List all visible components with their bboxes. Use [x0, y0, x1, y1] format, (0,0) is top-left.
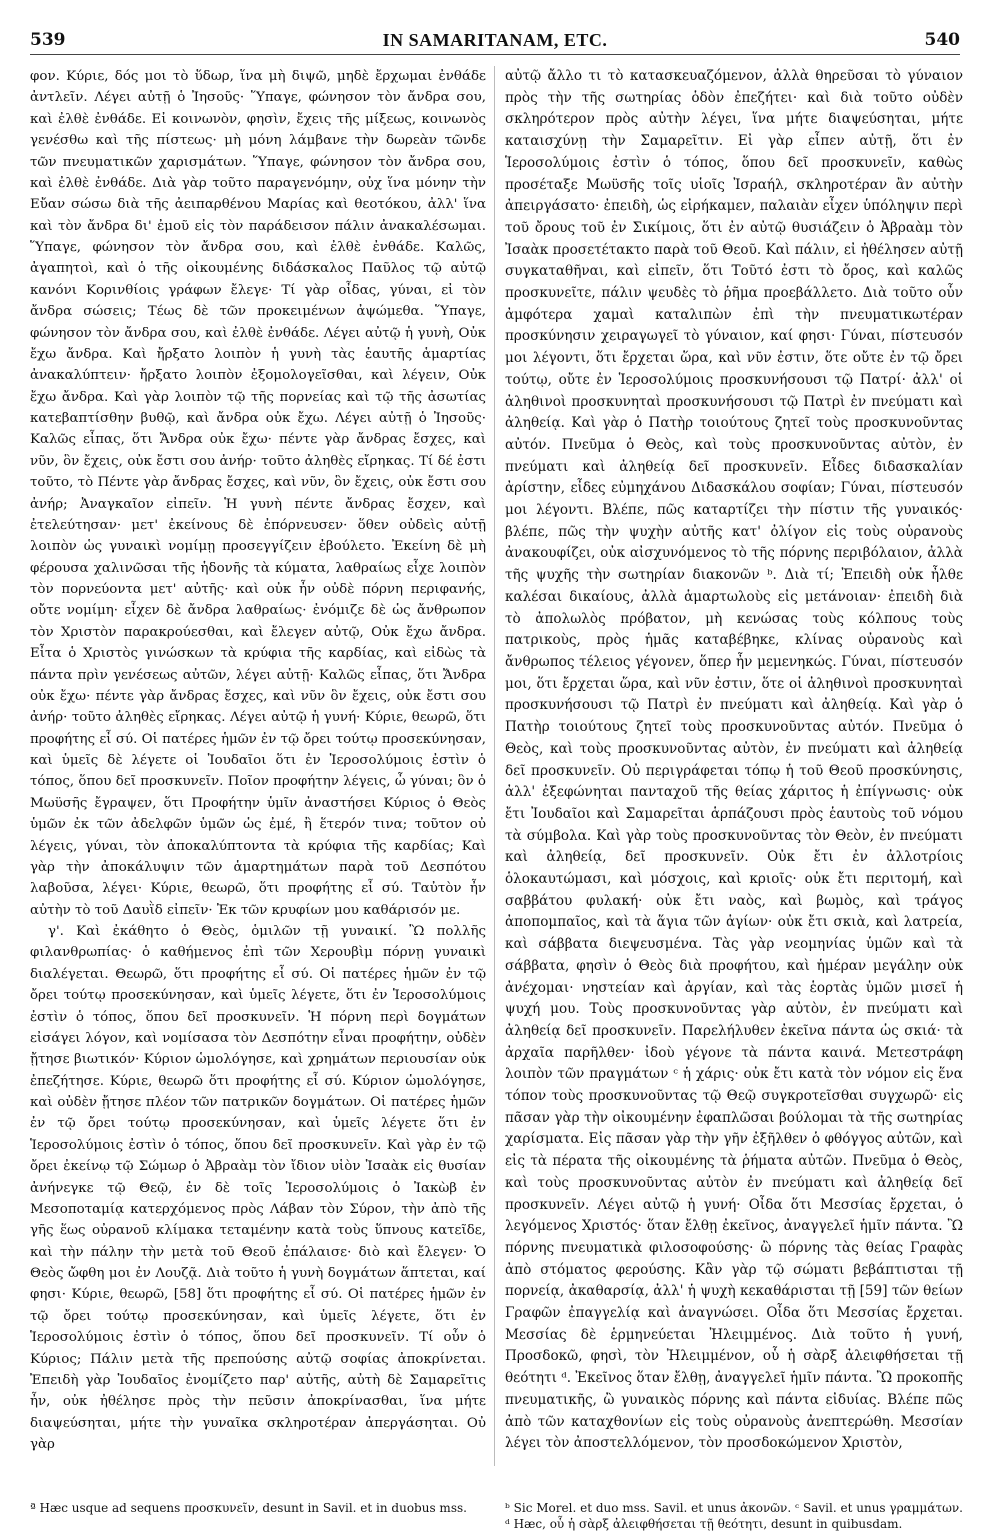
page-number-right: 540 — [924, 30, 960, 50]
running-header — [30, 30, 960, 55]
running-title: IN SAMARITANAM, ETC. — [382, 30, 608, 50]
left-paragraph: φον. Κύριε, δός μοι τὸ ὕδωρ, ἵνα μὴ διψῶ, μηδὲ ἔρχωμαι ἐνθάδε ἀντλεῖν. Λέγει αὐτῇ ὁ Ἰησοῦς· Ὕπαγε, φώνησον τὸν ἄνδρα σου, καὶ ἐλθὲ ἐνθάδε. Εἰ κοινωνὸν, φησὶν, ἔχεις τῆς μίξεως, κοινωνὸς γενέσθω καὶ τῆς πίστεως· μὴ μόνη λάμβανε τὴν δωρεὰν τῶνδε τῶν πνευματικῶν χαρισμάτων. Ὕπαγε, φώνησον τὸν ἄνδρα σου, καὶ ἐλθὲ ἐνθάδε. Διὰ γὰρ τοῦτο παραγενόμην, οὐχ ἵνα μόνην τὴν Εὔαν σώσω διὰ τῆς ἀειπαρθένου Μαρίας καὶ θεοτόκου, ἀλλ' ἵνα καὶ τὸν ἄνδρα δι' ἐμοῦ εἰς τὸν παράδεισον πάλιν ἀνακαλέσωμαι. Ὕπαγε, φώνησον τὸν ἄνδρα σου, καὶ ἐλθὲ ἐνθάδε. Καλῶς, ἀγαπητοὶ, καὶ ὁ τῆς οἰκουμένης διδάσκαλος Παῦλος τῷ αὐτῷ κανόνι Κορινθίοις γράφων ἔλεγε· Τί γὰρ οἶδας, γύναι, εἰ τὸν ἄνδρα σώσεις; Τέως δὲ τῶν προκειμένων ἀψώμεθα. Ὕπαγε, φώνησον τὸν ἄνδρα σου, καὶ ἐλθὲ ἐνθάδε. Λέγει αὐτῷ ἡ γυνὴ, Οὐκ ἔχω ἄνδρα. Καὶ ἤρξατο λοιπὸν ἡ γυνὴ τὰς ἑαυτῆς ἁμαρτίας ἀνακαλύπτειν· ἤρξατο λοιπὸν ἐξομολογεῖσθαι, καὶ λέγειν, Οὐκ ἔχω ἄνδρα. Καὶ γὰρ λοιπὸν τῷ τῆς πορνείας καὶ τῷ τῆς ἀσωτίας κατεβαπτίσθην βυθῷ, καὶ ἄνδρα οὐκ ἔχω. Λέγει αὐτῇ ὁ Ἰησοῦς· Καλῶς εἶπας, ὅτι Ἄνδρα οὐκ ἔχω· πέντε γὰρ ἄνδρας ἔσχες, καὶ νῦν, ὃν ἔχεις, οὐκ ἔστι σου ἀνήρ· τοῦτο ἀληθὲς εἴρηκας. Τί δέ ἐστι τοῦτο, τὸ Πέντε γὰρ ἄνδρας ἔσχες, καὶ νῦν, ὃν ἔχεις, οὐκ ἔστι σου ἀνήρ; Ἀναγκαῖον εἰπεῖν. Ἡ γυνὴ πέντε ἄνδρας ἔσχεν, καὶ ἐτελεύτησαν· μετ' ἐκείνους δὲ ἐπόρνευσεν· ὅθεν οὐδεὶς αὐτῇ λοιπὸν ὡς γυναικὶ νομίμῃ προσεγγίζειν ἐβούλετο. Ἐκείνη δὲ μὴ φέρουσα χαλινῶσαι τῆς ἡδονῆς τὰ κύματα, λαθραίως εἶχε λοιπὸν τὸν πορνεύοντα μετ' αὐτῆς· καὶ οὐκ ἦν οὐδὲ πόρνη περιφανής, οὔτε νομίμη· εἶχεν δὲ ἄνδρα λαθραίως· ἐνόμιζε δὲ ὡς ἄνθρωπον τὸν Χριστὸν παρακρούεσθαι, καὶ ἔλεγεν αὐτῷ, Οὐκ ἔχω ἄνδρα. Εἶτα ὁ Χριστὸς γινώσκων τὰ κρύφια τῆς καρδίας, καὶ εἰδὼς τὰ πάντα πρὶν γενέσεως αὐτῶν, λέγει αὐτῇ· Καλῶς εἶπας, ὅτι Ἄνδρα οὐκ ἔχω· πέντε γὰρ ἄνδρας ἔσχες, καὶ νῦν ὃν ἔχεις, οὐκ ἔστι σου ἀνήρ· τοῦτο ἀληθὲς εἴρηκας. Λέγει αὐτῷ ἡ γυνή· Κύριε, θεωρῶ, ὅτι προφήτης εἶ σύ. Οἱ πατέρες ἡμῶν ἐν τῷ ὄρει τούτῳ προσεκύνησαν, καὶ ὑμεῖς δὲ λέγετε οἱ Ἰουδαῖοι ὅτι ἐν Ἱεροσολύμοις ἐστὶν ὁ τόπος, ὅπου δεῖ προσκυνεῖν. Ποῖον προφήτην λέγεις, ὦ γύναι; ὃν ὁ Μωϋσῆς ἔγραψεν, ὅτι Προφήτην ὑμῖν ἀναστήσει Κύριος ὁ Θεὸς ὑμῶν ἐκ τῶν ἀδελφῶν ὑμῶν ὡς ἐμέ, ἢ ἕτερόν τινα; τοῦτον οὐ λέγεις, γύναι, τὸν ἀποκαλύπτοντα τὰ κρύφια τῆς καρδίας; Καὶ γὰρ τὴν ἀποκάλυψιν τῶν ἁμαρτημάτων παρὰ τοῦ Δεσπότου λαβοῦσα, λέγει· Κύριε, θεωρῶ, ὅτι προφήτης εἶ σύ. Ταὐτὸν ἦν αὐτὴν τὸ τοῦ Δαυῒδ εἰπεῖν· Ἐκ τῶν κρυφίων μου καθάρισόν με. — [30, 69, 486, 918]
right-paragraph: αὐτῷ ἄλλο τι τὸ κατασκευαζόμενον, ἀλλὰ θηρεῦσαι τὸ γύναιον πρὸς τὴν τῆς σωτηρίας ὁδὸν ἐπεζήτει· καὶ διὰ τοῦτο οὐδὲν σκληρότερον πρὸς αὐτὴν λέγει, ἵνα μήτε διαψεύσηται, μήτε καταισχύνῃ τὴν Σαμαρεῖτιν. Εἰ γὰρ εἶπεν αὐτῇ, ὅτι ἐν Ἱεροσολύμοις ἐστὶν ὁ τόπος, ὅπου δεῖ προσκυνεῖν, καθὼς προσέταξε Μωϋσῆς τοῖς υἱοῖς Ἰσραήλ, σκληροτέραν ἂν αὐτὴν ἀπειργάσατο· ἐπειδὴ, ὡς εἰρήκαμεν, παλαιὰν εἶχεν ὑπόληψιν περὶ τοῦ ὄρους τοῦ ἐν Σικίμοις, ὅτι ἐν αὐτῷ θυσιάζειν ὁ Ἀβραὰμ τὸν Ἰσαὰκ προσετέτακτο παρὰ τοῦ Θεοῦ. Καὶ πάλιν, εἰ ἠθέλησεν αὐτῇ συγκαταθῆναι, καὶ εἰπεῖν, ὅτι Τοῦτό ἐστι τὸ ὄρος, καὶ καλῶς προσκυνεῖτε, πάλιν ψευδὲς τὸ ῥῆμα προεβάλλετο. Διὰ τοῦτο οὖν ἀμφότερα χαμαὶ καταλιπὼν ἐπὶ τὴν πνευματικωτέραν προσκύνησιν χειραγωγεῖ τὸ γύναιον, καί φησι· Γύναι, πίστευσόν μοι λέγοντι, ὅτι ἔρχεται ὥρα, καὶ νῦν ἐστιν, ὅτε οὔτε ἐν τῷ ὄρει τούτῳ, οὔτε ἐν Ἱεροσολύμοις προσκυνήσουσι τῷ Πατρί· ἀλλ' οἱ ἀληθινοὶ προσκυνηταὶ προσκυνήσουσι τῷ Πατρὶ ἐν πνεύματι καὶ ἀληθείᾳ. Καὶ γὰρ ὁ Πατὴρ τοιούτους ζητεῖ τοὺς προσκυνοῦντας αὐτόν. Πνεῦμα ὁ Θεὸς, καὶ τοὺς προσκυνοῦντας αὐτὸν, ἐν πνεύματι καὶ ἀληθείᾳ δεῖ προσκυνεῖν. Εἶδες διδασκαλίαν ἀρίστην, εἶδες εὐμηχάνου Διδασκάλου σοφίαν; Γύναι, πίστευσόν μοι λέγοντι. Βλέπε, πῶς καταρτίζει τὴν πίστιν τῆς γυναικός· βλέπε, πῶς τὴν ψυχὴν αὐτῆς κατ' ὀλίγον εἰς τοὺς οὐρανοὺς ἀνακουφίζει, οὐκ αἰσχυνόμενος τὸ τῆς πόρνης περιβόλαιον, ἀλλὰ τῆς ψυχῆς τὴν σωτηρίαν διακονῶν ᵇ. Διὰ τί; Ἐπειδὴ οὐκ ἦλθε καλέσαι δικαίους, ἀλλὰ ἁμαρτωλοὺς εἰς μετάνοιαν· ἐπειδὴ διὰ τὸ ἀπολωλὸς πρόβατον, μὴ κενώσας τοὺς κόλπους τοὺς πατρικοὺς, πρὸς ἡμᾶς καταβέβηκε, κλίνας οὐρανοὺς καὶ ἄνθρωπος τέλειος γέγονεν, ὅπερ ἦν μεμενηκώς. Γύναι, πίστευσόν μοι, ὅτι ἔρχεται ὥρα, καὶ νῦν ἐστιν, ὅτε οἱ ἀληθινοὶ προσκυνηταὶ προσκυνήσουσι τῷ Πατρὶ ἐν πνεύματι καὶ ἀληθείᾳ. Καὶ γὰρ ὁ Πατὴρ τοιούτους ζητεῖ τοὺς προσκυνοῦντας αὐτόν. Πνεῦμα ὁ Θεὸς, καὶ τοὺς προσκυνοῦντας αὐτὸν, ἐν πνεύματι καὶ ἀληθείᾳ δεῖ προσκυνεῖν. Οὐ περιγράφεται τόπῳ ἡ τοῦ Θεοῦ προσκύνησις, ἀλλ' ἐξεφώνηται πανταχοῦ τῆς θείας χάριτος ἡ ἐπίγνωσις· οὐκ ἔτι Ἰουδαῖοι καὶ Σαμαρεῖται ἁρπάζουσι πρὸς ἑαυτοὺς τοῦ νόμου τὰ σύμβολα. Καὶ γὰρ τοὺς προσκυνοῦντας τὸν Θεὸν, ἐν πνεύματι καὶ ἀληθείᾳ, δεῖ προσκυνεῖν. Οὐκ ἔτι ἐν ἀλλοτρίοις ὁλοκαυτώμασι, καὶ μόσχοις, καὶ κριοῖς· οὐκ ἔτι περιτομή, καὶ σαββάτου φυλακή· οὐκ ἔτι ναὸς, καὶ βωμὸς, καὶ τράγος ἀποπομπαῖος, καὶ τὰ ἅγια τῶν ἁγίων· οὐκ ἔτι σκιὰ, καὶ λατρεία, καὶ σάββατα διεψευσμένα. Τὰς γὰρ νεομηνίας ὑμῶν καὶ τὰ σάββατα, φησὶν ὁ Θεὸς διὰ προφήτου, καὶ ἡμέραν μεγάλην οὐκ ἀνέχομαι· νηστείαν καὶ ἀργίαν, καὶ τὰς ἑορτὰς ὑμῶν μισεῖ ἡ ψυχή μου. Τοὺς προσκυνοῦντας γὰρ αὐτὸν, ἐν πνεύματι καὶ ἀληθείᾳ δεῖ προσκυνεῖν. Παρελήλυθεν ἐκεῖνα πάντα ὡς σκιά· τὰ ἀρχαῖα παρῆλθεν· ἰδοὺ γέγονε τὰ πάντα καινά. Μετεστράφη λοιπὸν τῶν πραγμάτων ᶜ ἡ χάρις· οὐκ ἔτι κατὰ τὸν νόμον εἰς ἕνα τόπον τοὺς προσκυνοῦντας τῷ Θεῷ συγκροτεῖσθαι συγχωρῶ· εἰς πᾶσαν γὰρ τὴν οἰκουμένην ἐφαπλῶσαι βούλομαι τὰ τῆς σωτηρίας χαρίσματα. Εἰς πᾶσαν γὰρ τὴν γῆν ἐξῆλθεν ὁ φθόγγος αὐτῶν, καὶ εἰς τὰ πέρατα τῆς οἰκουμένης τὰ ῥήματα αὐτῶν. Πνεῦμα ὁ Θεὸς, καὶ τοὺς προσκυνοῦντας αὐτὸν ἐν πνεύματι καὶ ἀληθείᾳ δεῖ προσκυνεῖν. Λέγει αὐτῷ ἡ γυνή· Οἶδα ὅτι Μεσσίας ἔρχεται, ὁ λεγόμενος Χριστός· ὅταν ἔλθῃ ἐκεῖνος, ἀναγγελεῖ ἡμῖν πάντα. Ὢ πόρνης πνευματικὰ φιλοσοφούσης· ὢ πόρνης τὰς θείας Γραφὰς ἀπὸ στόματος φερούσης. Κἂν γὰρ τῷ σώματι βεβάπτισται τῇ πορνείᾳ, ἀκαθαρσίᾳ, ἀλλ' ἡ ψυχὴ κεκαθάρισται τῇ [59] τῶν θείων Γραφῶν ἐπαγγελίᾳ καὶ ἀναγνώσει. Οἶδα ὅτι Μεσσίας ἔρχεται. Μεσσίας δὲ ἑρμηνεύεται Ἠλειμμένος. Διὰ τοῦτο ἡ γυνή, Προσδοκῶ, φησὶ, τὸν Ἠλειμμένον, οὗ ἡ σὰρξ ἀλειφθήσεται τῇ θεότητι ᵈ. Ἐκεῖνος ὅταν ἔλθῃ, ἀναγγελεῖ ἡμῖν πάντα. Ὢ προκοπῆς πνευματικῆς, ὢ γυναικὸς πόρνης καὶ πάντα εἰδυίας. Βλέπε πῶς ἀπὸ τῶν καταχθονίων εἰς τοὺς οὐρανοὺς ἀνεπτερώθη. Μεσσίαν λέγει τὸν ἀποστελλόμενον, τὸν προσδοκώμενον Χριστὸν, — [505, 68, 963, 1452]
footnote-left: ª Hæc usque ad sequens προσκυνεῖν, desunt in Savil. et in duobus mss. — [30, 1501, 467, 1515]
left-column — [30, 66, 486, 1455]
footnote-right: ᵇ Sic Morel. et duo mss. Savil. et unus ἀκονῶν. ᶜ Savil. et unus γραμμάτων. ᵈ Hæc, οὗ ἡ σὰρξ ἀλειφθήσεται τῇ θεότητι, desunt in quibusdam. — [505, 1501, 963, 1531]
column-divider — [494, 66, 495, 1466]
right-column — [505, 66, 963, 1455]
left-paragraph: γ'. Καὶ ἐκάθητο ὁ Θεὸς, ὁμιλῶν τῇ γυναικί. Ὢ πολλῆς φιλανθρωπίας· ὁ καθήμενος ἐπὶ τῶν Χερουβὶμ πόρνῃ γυναικὶ διαλέγεται. Θεωρῶ, ὅτι προφήτης εἶ σύ. Οἱ πατέρες ἡμῶν ἐν τῷ ὄρει τούτῳ προσεκύνησαν, καὶ ὑμεῖς λέγετε, ὅτι ἐν Ἱεροσολύμοις ἐστὶν ὁ τόπος, ὅπου δεῖ προσκυνεῖν. Ἡ πόρνη περὶ δογμάτων εἰσάγει λόγον, καὶ νομίσασα τὸν Δεσπότην εἶναι προφήτην, οὐδὲν ᾔτησε βιωτικόν· Κύριον ὡμολόγησε, καὶ χρημάτων περιουσίαν οὐκ ἐπεζήτησε. Κύριε, θεωρῶ ὅτι προφήτης εἶ σύ. Κύριον ὡμολόγησε, καὶ οὐδὲν ᾔτησε πλέον τῶν πατρικῶν δογμάτων. Οἱ πατέρες ἡμῶν ἐν τῷ ὄρει τούτῳ προσεκύνησαν, καὶ ὑμεῖς λέγετε ὅτι ἐν Ἱεροσολύμοις ἐστὶν ὁ τόπος, ὅπου δεῖ προσκυνεῖν. Καὶ γὰρ ἐν τῷ ὄρει ἐκείνῳ τῷ Σώμωρ ὁ Ἀβραὰμ τὸν ἴδιον υἱὸν Ἰσαὰκ εἰς θυσίαν ἀνήνεγκε τῷ Θεῷ, ἐν δὲ τοῖς Ἱεροσολύμοις ὁ Ἰακὼβ ἐν Μεσοποταμίᾳ κατερχόμενος πρὸς Λάβαν τὸν Σύρον, τὴν ἀπὸ τῆς γῆς ἕως οὐρανοῦ κλίμακα τεταμένην κατὰ τοὺς ὕπνους κατεῖδε, καὶ τὴν πάλην τὴν μετὰ τοῦ Θεοῦ ἐπάλαισε· διὸ καὶ ἔλεγεν· Ὁ Θεὸς ὤφθη μοι ἐν Λουζᾷ. Διὰ τοῦτο ἡ γυνὴ δογμάτων ἅπτεται, καί φησι· Κύριε, θεωρῶ, [58] ὅτι προφήτης εἶ σύ. Οἱ πατέρες ἡμῶν ἐν τῷ ὄρει τούτῳ προσεκύνησαν, καὶ ὑμεῖς λέγετε, ὅτι ἐν Ἱεροσολύμοις ἐστὶν ὁ τόπος, ὅπου δεῖ προσκυνεῖν. Τί οὖν ὁ Κύριος; Πάλιν μετὰ τῆς πρεπούσης αὐτῷ σοφίας ἀποκρίνεται. Ἐπειδὴ γὰρ Ἰουδαῖος ἐνομίζετο παρ' αὐτῆς, αὐτὴ δὲ Σαμαρεῖτις ἦν, οὐκ ἠθέλησε πρὸς τὴν πεῦσιν ἀποκρίνασθαι, ἵνα μήτε διαψεύσηται, μήτε τὴν γυναῖκα σκληροτέραν ἀπεργάσηται. Οὐ γὰρ — [30, 924, 486, 1452]
page-number-left: 539 — [30, 30, 66, 50]
